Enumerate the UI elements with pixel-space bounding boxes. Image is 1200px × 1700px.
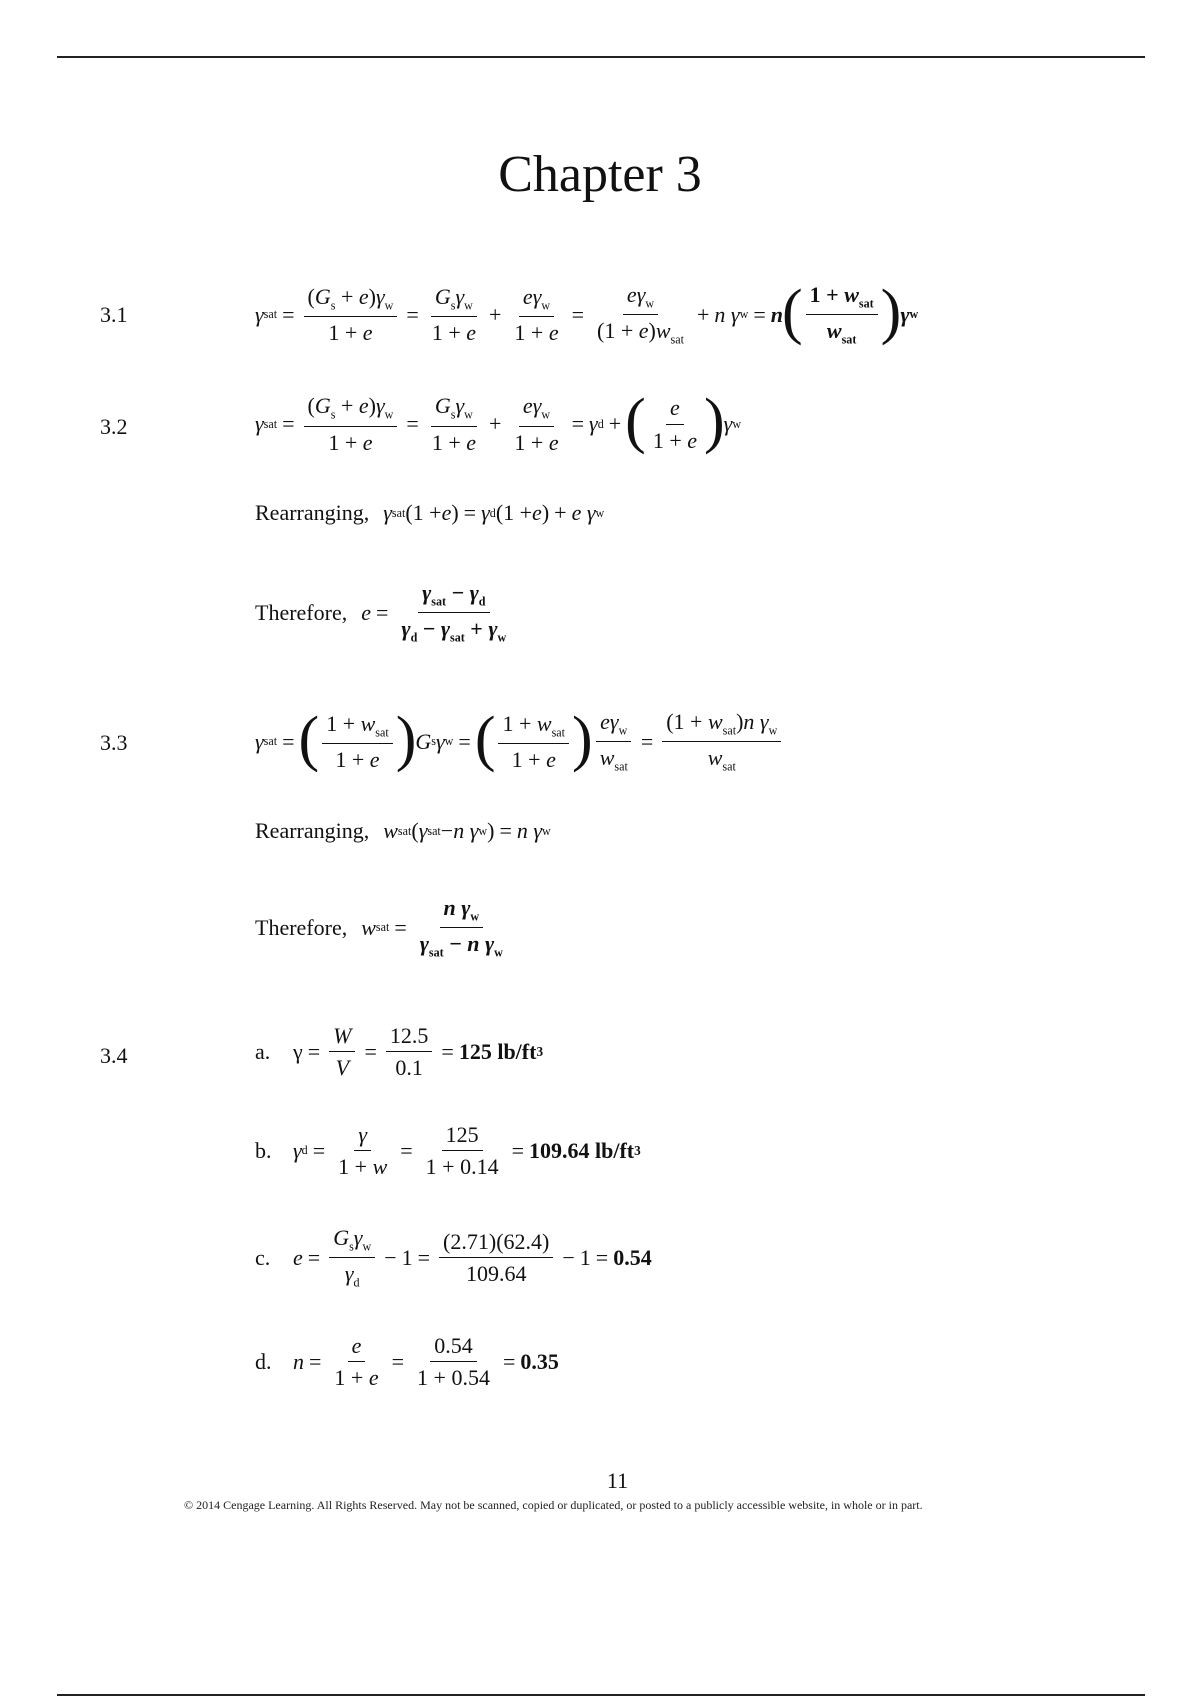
part-label-a: a. xyxy=(255,1038,271,1064)
result-exponent-a: 3 xyxy=(536,1043,544,1059)
problem-number-3-3: 3.3 xyxy=(100,730,128,755)
therefore-3-2: Therefore, e = $\frac{\gamma_{sat} - \gamma_d}{\gamma_d - \gamma_{sat} + \gamma_w}$ xyxy=(255,580,507,645)
rearranging-label: Rearranging, xyxy=(255,818,370,843)
top-rule xyxy=(57,56,1145,58)
bottom-rule xyxy=(57,1694,1145,1696)
part-label-d: d. xyxy=(255,1348,272,1374)
equation-3-1: γ sat = $\frac{(G_s + e)\gamma_w}{1 + e}$ = $\frac{G_s\gamma_w}{1 + e}$ + $\frac{e\gamma_w}{1 + e}$ = $\frac{e\gamma_w}{(1 + e)w_{sat}}$ + n γ w = n ( $\frac{1 + w_{sat}}{w_{sat}}$ ) γ w xyxy=(255,277,919,347)
denominator-c: 109.64 xyxy=(465,1261,527,1287)
equation-3-2: γ sat = $\frac{(G_s + e)\gamma_w}{1 + e}$ = $\frac{G_s\gamma_w}{1 + e}$ + $\frac{e\gamma_w}{1 + e}$ = γ d + ( $\frac{e}{1 + e}$ ) γ w xyxy=(255,387,742,455)
rearranging-label: Rearranging, xyxy=(255,500,370,525)
numerator-d: 0.54 xyxy=(430,1333,477,1362)
result-3-4-a: 125 lb/ft xyxy=(458,1038,537,1064)
equation-3-4-b: b. γ d = $\frac{\gamma}{1 + w}$ = $\frac{125}{1 + 0.14}$ = 109.64 lb/ft 3 xyxy=(255,1122,641,1180)
result-exponent-b: 3 xyxy=(634,1142,641,1158)
result-3-4-b: 109.64 lb/ft xyxy=(529,1137,635,1163)
weight-value: 12.5 xyxy=(386,1023,433,1052)
problem-number-3-4: 3.4 xyxy=(100,1043,128,1068)
rearranging-3-2: Rearranging, γ sat (1 + e ) = γ d (1 + e ) + e γ w xyxy=(255,500,605,525)
chapter-title: Chapter 3 xyxy=(498,146,702,203)
therefore-label: Therefore, xyxy=(255,599,348,625)
denominator-b: 1 + 0.14 xyxy=(425,1154,499,1180)
part-label-c: c. xyxy=(255,1244,271,1270)
equation-3-4-d: d. n = $\frac{e}{1 + e}$ = $\frac{0.54}{1 + 0.54}$ = 0.35 xyxy=(255,1333,559,1391)
equation-3-4-c: c. e = $\frac{G_s\gamma_w}{\gamma_d}$ − 1 = $\frac{(2.71)(62.4)}{109.64}$ − 1 = 0.54 xyxy=(255,1225,652,1290)
therefore-label: Therefore, xyxy=(255,914,348,940)
rearranging-3-3: Rearranging, w sat ( γ sat − n γ w ) = n γ w xyxy=(255,818,551,843)
page-number: 11 xyxy=(606,1468,629,1493)
numerator-c: (2.71)(62.4) xyxy=(439,1229,553,1258)
part-label-b: b. xyxy=(255,1137,272,1163)
result-3-4-d: 0.35 xyxy=(520,1348,559,1374)
equation-3-4-a: a. γ = $\frac{W}{V}$ = $\frac{12.5}{0.1}$ = 125 lb/ft 3 xyxy=(255,1023,544,1081)
problem-number-3-2: 3.2 xyxy=(100,414,128,439)
equation-3-3: γ sat = ( $\frac{1 + w_{sat}}{1 + e}$ ) G s γ w = ( $\frac{1 + w_{sat}}{1 + e}$ ) $\frac{e\gamma_w}{w_{sat}}$ = $\frac{(1 + w_{sat})n \gamma_w}{w_{sat}}$ xyxy=(255,709,785,775)
result-3-4-c: 0.54 xyxy=(613,1244,652,1270)
denominator-d: 1 + 0.54 xyxy=(417,1365,490,1391)
problem-number-3-1: 3.1 xyxy=(100,302,128,327)
volume-value: 0.1 xyxy=(395,1055,423,1081)
therefore-3-3: Therefore, w sat = $\frac{n \gamma_w}{\gamma_{sat} - n \gamma_w}$ xyxy=(255,895,503,960)
numerator-b: 125 xyxy=(442,1122,483,1151)
copyright-notice: © 2014 Cengage Learning. All Rights Reserved. May not be scanned, copied or duplicated, or posted to a publicly accessible website, in whole or in part. xyxy=(184,1498,923,1512)
